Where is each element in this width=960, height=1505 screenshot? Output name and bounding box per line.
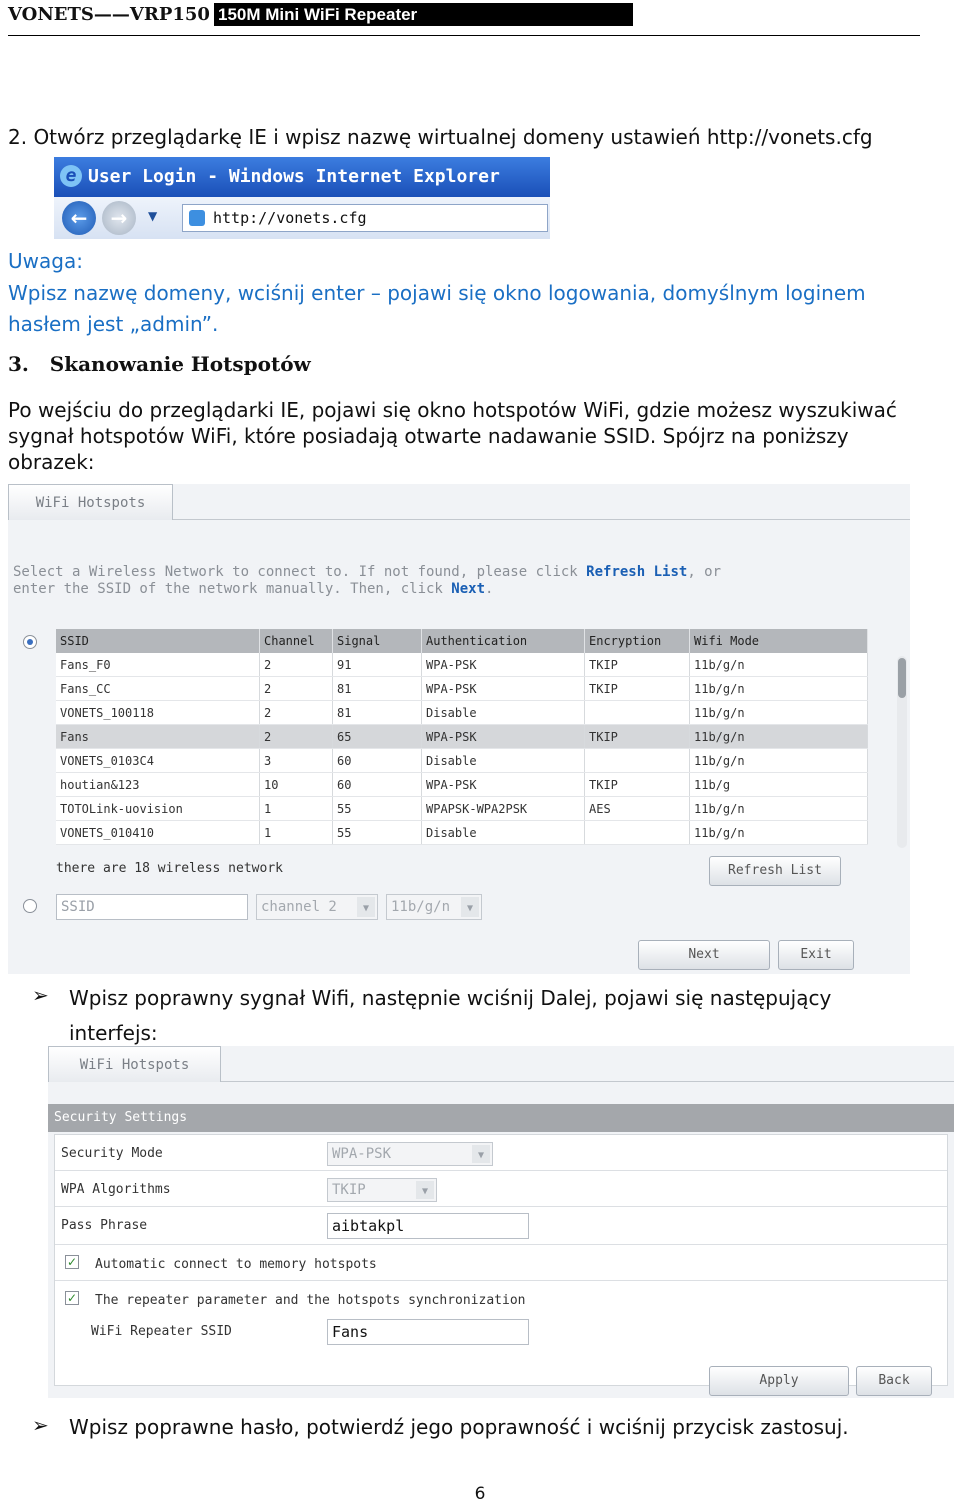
wpa-algorithms-label: WPA Algorithms [61, 1182, 171, 1197]
table-cell: 60 [333, 773, 422, 797]
wifi-mode-select[interactable] [386, 894, 482, 920]
table-cell: 11b/g/n [690, 725, 868, 749]
table-cell: WPA-PSK [422, 677, 585, 701]
document-brand: VONETS——VRP150 [8, 4, 210, 25]
table-cell: WPAPSK-WPA2PSK [422, 797, 585, 821]
note-label: Uwaga: [8, 249, 83, 273]
table-cell: 11b/g/n [690, 677, 868, 701]
ie-nav-bar [54, 197, 550, 239]
step3-line3: obrazek: [8, 450, 95, 474]
sync-row [55, 1281, 947, 1317]
table-row[interactable] [56, 701, 868, 725]
radio-select-list[interactable] [23, 635, 37, 649]
address-text: http://vonets.cfg [213, 209, 367, 227]
table-cell: VONETS_0103C4 [56, 749, 260, 773]
column-header: Authentication [422, 629, 585, 653]
table-cell: houtian&123 [56, 773, 260, 797]
table-cell: 60 [333, 749, 422, 773]
table-cell: 10 [260, 773, 333, 797]
step3-line1: Po wejściu do przeglądarki IE, pojawi się okno hotspotów WiFi, gdzie możesz wyszukiwać [8, 398, 897, 422]
table-row[interactable] [56, 677, 868, 701]
ie-title-bar [54, 157, 550, 197]
security-settings-header: Security Settings [48, 1104, 954, 1132]
table-cell: 2 [260, 677, 333, 701]
chevron-down-icon: ▼ [472, 1145, 490, 1163]
ie-title-text: User Login - Windows Internet Explorer [88, 166, 500, 187]
table-cell: 1 [260, 821, 333, 845]
table-cell: 2 [260, 725, 333, 749]
table-cell: Disable [422, 701, 585, 725]
bullet1-line2: interfejs: [69, 1021, 158, 1045]
instruction-line1 [13, 564, 721, 580]
security-mode-value: WPA-PSK [332, 1146, 392, 1162]
auto-connect-label: Automatic connect to memory hotspots [95, 1257, 377, 1272]
table-cell: 11b/g/n [690, 701, 868, 725]
next-link[interactable]: Next [451, 581, 486, 597]
table-cell: 2 [260, 653, 333, 677]
ssid-input[interactable]: SSID [56, 894, 248, 920]
table-row[interactable] [56, 653, 868, 677]
table-cell: WPA-PSK [422, 653, 585, 677]
product-title-bar: 150M Mini WiFi Repeater [214, 3, 633, 26]
table-row[interactable] [56, 773, 868, 797]
table-cell: 1 [260, 797, 333, 821]
table-cell: 2 [260, 701, 333, 725]
tab-wifi-hotspots[interactable]: WiFi Hotspots [48, 1046, 221, 1082]
table-cell: 81 [333, 677, 422, 701]
column-header: SSID [56, 629, 260, 653]
table-cell: TKIP [585, 677, 690, 701]
back-button[interactable]: Back [856, 1366, 932, 1396]
table-cell: 55 [333, 797, 422, 821]
chevron-down-icon: ▼ [461, 897, 479, 917]
pass-phrase-input[interactable]: aibtakpl [327, 1213, 529, 1239]
instruction-text: enter the SSID of the network manually. Then, click [13, 581, 452, 597]
pass-phrase-row [55, 1207, 947, 1245]
security-settings-panel [48, 1046, 954, 1398]
sync-label: The repeater parameter and the hotspots synchronization [95, 1293, 526, 1308]
table-cell: TKIP [585, 653, 690, 677]
wpa-algorithms-row [55, 1171, 947, 1207]
forward-arrow-icon[interactable]: → [102, 201, 136, 235]
security-mode-row [55, 1135, 947, 1171]
repeater-ssid-row [55, 1313, 947, 1351]
table-cell [585, 701, 690, 725]
next-button[interactable]: Next [638, 940, 770, 970]
refresh-list-button[interactable]: Refresh List [709, 856, 841, 886]
bullet2-text: Wpisz poprawne hasło, potwierdź jego poprawność i wciśnij przycisk zastosuj. [69, 1415, 849, 1439]
instruction-line2 [13, 581, 493, 597]
channel-select[interactable] [256, 894, 378, 920]
column-header: Encryption [585, 629, 690, 653]
security-mode-select[interactable] [327, 1142, 493, 1166]
table-cell: TOTOLink-uovision [56, 797, 260, 821]
table-cell: TKIP [585, 773, 690, 797]
note-line1: Wpisz nazwę domeny, wciśnij enter – pojawi się okno logowania, domyślnym loginem [8, 281, 866, 305]
auto-connect-row [55, 1245, 947, 1281]
table-cell: Disable [422, 749, 585, 773]
scrollbar-thumb[interactable] [898, 658, 906, 698]
network-count: there are 18 wireless network [56, 861, 283, 876]
security-form [54, 1134, 948, 1386]
table-cell: WPA-PSK [422, 773, 585, 797]
wifi-table [56, 629, 868, 845]
exit-button[interactable]: Exit [778, 940, 854, 970]
note-line2: hasłem jest „admin”. [8, 312, 219, 336]
pass-phrase-label: Pass Phrase [61, 1218, 148, 1233]
ie-window-snippet [54, 157, 550, 239]
address-bar[interactable] [182, 204, 548, 232]
table-cell: 55 [333, 821, 422, 845]
table-cell [585, 821, 690, 845]
table-cell: Fans_F0 [56, 653, 260, 677]
table-cell: AES [585, 797, 690, 821]
repeater-ssid-label: WiFi Repeater SSID [91, 1324, 232, 1339]
wifi-hotspots-panel [8, 484, 910, 974]
repeater-ssid-input[interactable]: Fans [327, 1319, 529, 1345]
step3-line2: sygnał hotspotów WiFi, które posiadają otwarte nadawanie SSID. Spójrz na poniższy [8, 424, 849, 448]
table-scrollbar[interactable] [897, 656, 907, 848]
wpa-algorithms-select[interactable] [327, 1178, 437, 1202]
column-header: Channel [260, 629, 333, 653]
chevron-down-icon: ▼ [357, 897, 375, 917]
table-row[interactable] [56, 749, 868, 773]
ie-logo-icon: e [60, 165, 82, 187]
auto-connect-checkbox[interactable]: ✓ [66, 1255, 78, 1269]
security-mode-label: Security Mode [61, 1146, 163, 1161]
table-header-row [56, 629, 868, 653]
header-rule [8, 35, 920, 36]
table-cell: Disable [422, 821, 585, 845]
table-cell: 81 [333, 701, 422, 725]
refresh-list-link[interactable]: Refresh List [586, 564, 688, 580]
table-cell: 11b/g/n [690, 821, 868, 845]
channel-select-value: channel 2 [261, 899, 337, 915]
page-icon [189, 210, 205, 226]
table-cell: 11b/g/n [690, 653, 868, 677]
sync-checkbox[interactable]: ✓ [66, 1291, 78, 1305]
table-cell: 65 [333, 725, 422, 749]
table-cell [585, 749, 690, 773]
chevron-down-icon: ▼ [416, 1181, 434, 1199]
bullet1-line1: Wpisz poprawny sygnał Wifi, następnie wciśnij Dalej, pojawi się następujący [69, 986, 832, 1010]
table-cell: WPA-PSK [422, 725, 585, 749]
instruction-text: , or [687, 564, 722, 580]
page-number: 6 [474, 1484, 486, 1504]
table-cell: Fans [56, 725, 260, 749]
apply-button[interactable]: Apply [709, 1366, 849, 1396]
table-cell: 11b/g [690, 773, 868, 797]
table-cell: VONETS_010410 [56, 821, 260, 845]
table-cell: TKIP [585, 725, 690, 749]
tab-wifi-hotspots[interactable]: WiFi Hotspots [8, 484, 173, 520]
table-cell: 11b/g/n [690, 749, 868, 773]
wifi-mode-select-value: 11b/g/n [391, 899, 451, 915]
table-cell: 11b/g/n [690, 797, 868, 821]
bullet-arrow-icon: ➢ [32, 1413, 49, 1437]
table-row[interactable] [56, 725, 868, 749]
table-cell: Fans_CC [56, 677, 260, 701]
step3-heading: 3. Skanowanie Hotspotów [8, 352, 311, 376]
chevron-down-icon[interactable]: ▼ [148, 209, 158, 223]
table-row[interactable] [56, 797, 868, 821]
table-cell: VONETS_100118 [56, 701, 260, 725]
back-arrow-icon[interactable]: ← [62, 201, 96, 235]
table-cell: 91 [333, 653, 422, 677]
column-header: Signal [333, 629, 422, 653]
wpa-algorithms-value: TKIP [332, 1182, 366, 1198]
column-header: Wifi Mode [690, 629, 868, 653]
table-row[interactable] [56, 821, 868, 845]
bullet-arrow-icon: ➢ [32, 983, 49, 1007]
table-cell: 3 [260, 749, 333, 773]
step2-text: 2. Otwórz przeglądarkę IE i wpisz nazwę wirtualnej domeny ustawień http://vonets.cfg [8, 125, 873, 149]
instruction-text: Select a Wireless Network to connect to. If not found, please click [13, 564, 587, 580]
instruction-text: . [485, 581, 494, 597]
radio-manual-entry[interactable] [23, 899, 37, 913]
